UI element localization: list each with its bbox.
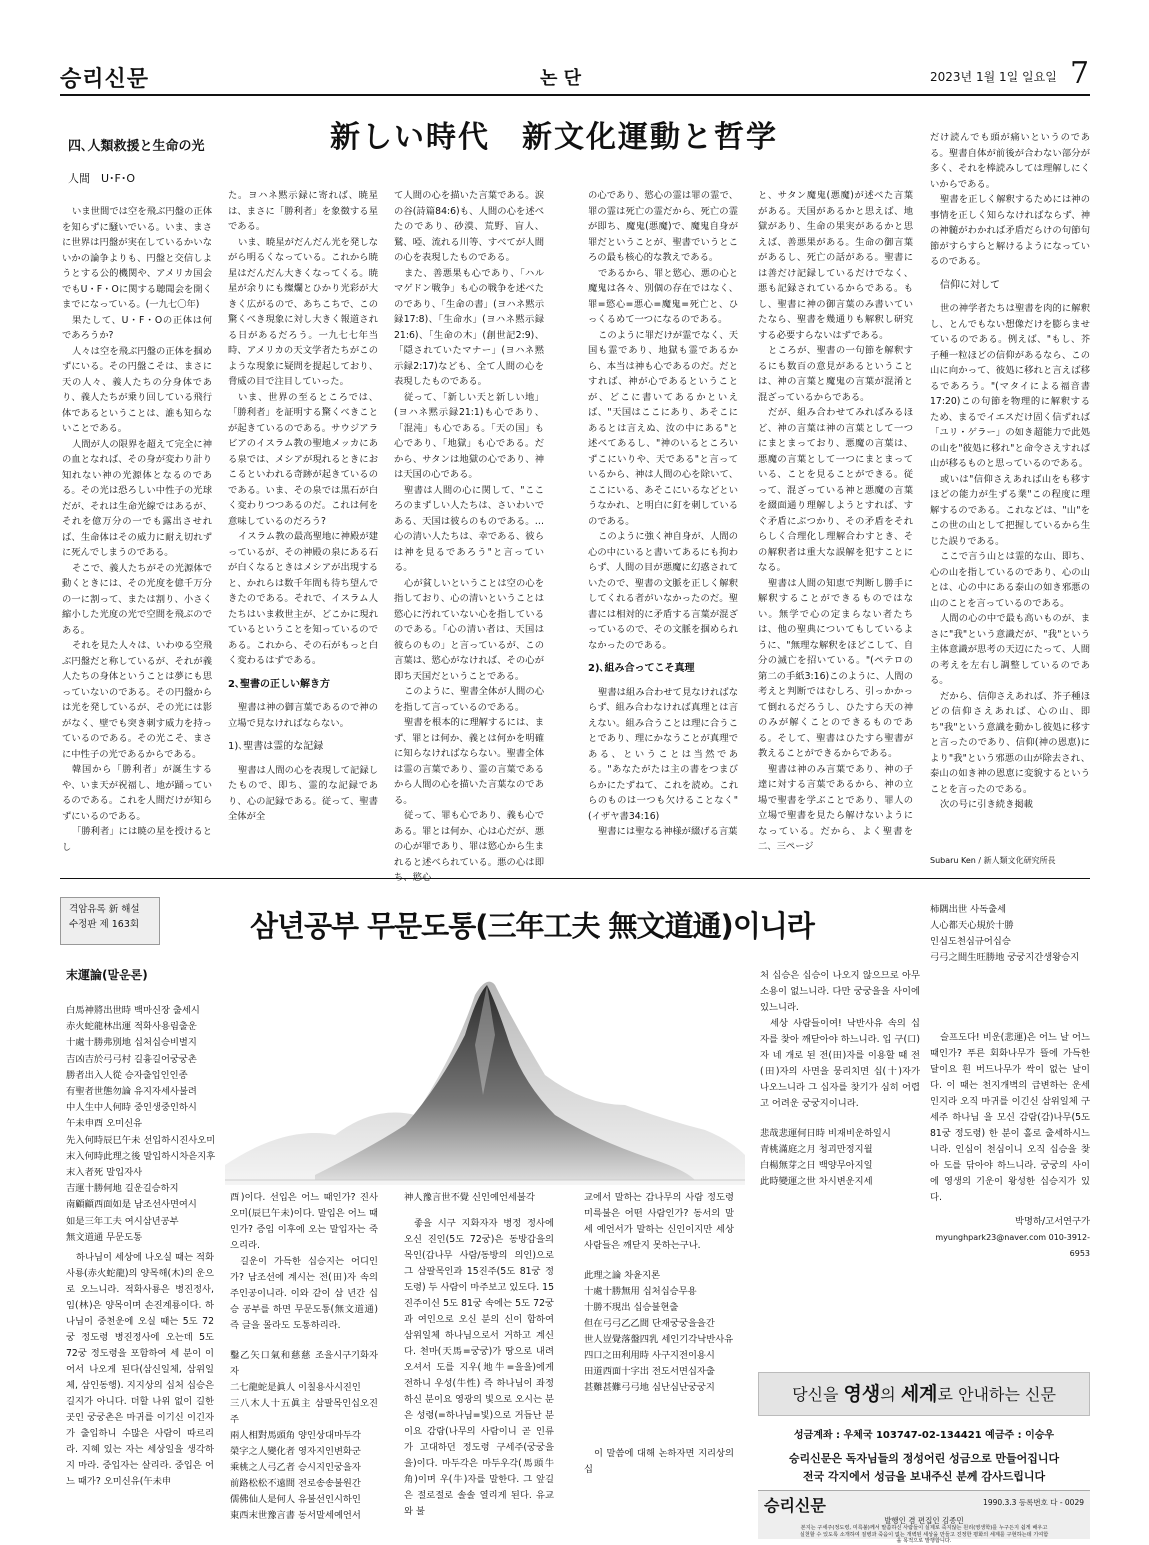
- kr-verse-block: [930, 902, 1079, 966]
- verse-line: 但在弓弓乙乙間 단재궁궁을을간: [584, 1318, 715, 1329]
- verse-line: 弓弓之間生旺勝地 궁궁지간생왕승지: [930, 952, 1080, 963]
- article-subhead: 四､人類救援と生命の光: [68, 139, 205, 154]
- paragraph: 人間が人の限界を超えて完全に神の血となれば、その身が変わり計り知れない神の光源体となるのである。その光は恐ろしい中性子の光球だが、それは生命光線ではあるが、それを億万分の一でも露出させれば、生命体はその威力に耐え切れずに死んでしまうのである。: [62, 438, 212, 558]
- verse-line: 四口之田利用時 사구지전이용시: [584, 1350, 715, 1361]
- footer-description: 본지는 구세주(정도령, 미륵불)께서 말씀하신 사람들이 실제로 죽지않는 원리(영생학)를 누구든지 쉽게 배우고 실천할 수 있도록 소개하여 질병과 죽음이 없는 개벽된 세상을 만들고 진정한 평화의 세계를 구현하는데 기여함을 목적으로 발행합니다.: [799, 1525, 1049, 1544]
- paragraph: このように強く神自身が、人間の心の中にいると書いてあるにも拘わらず、人間の目が悪魔に幻惑されていたので、聖書の文脈を正しく解釈してくれる者がいなかったのだ。聖書には相対的に矛盾する言葉が混ざっているので、その文脈を掴められなかったのである。: [588, 531, 738, 651]
- paragraph: だが、組み合わせてみればみるほど、神の言葉は神の言葉として一つにまとまっており、悪魔の言葉は、悪魔の言葉として一つにまとまっている、ことを見ることができる。従って、混ざっている神と悪魔の言葉を綴面通り理解しようとすれば、すぐ矛盾にぶつかり、その矛盾をそれらしく合理化し理解合わすとき、その解釈者は重大な誤解を犯すことになる。: [758, 407, 913, 573]
- issue-date: 2023년 1월 1일 일요일: [930, 70, 1057, 84]
- verse-line: 인심도천심규어십승: [930, 936, 1011, 947]
- verse-line: 儒佛仙人是何人 유불선인시하인: [230, 1494, 361, 1505]
- donation-account: 성금계좌 : 우체국 103747-02-134421 예금주 : 이승우: [793, 1430, 1055, 1441]
- verse-line: 兩人相對馬頭角 양인상대마두각: [230, 1430, 361, 1441]
- verse-line: 此理之論 차윤지론: [584, 1270, 661, 1281]
- article-author: 人間 U･F･O: [68, 172, 136, 185]
- paragraph: 心が貧しいということは空の心を指しており、心の清いということは慾心に汚れていない心を指しているのである。「心の清い者は、天国は彼らのもの」と言っているが、この言葉は、慾心がなければ、その心が即ち天国だということである。: [394, 577, 544, 682]
- series-title: 격암유록 新 해설: [69, 904, 140, 915]
- banner-text: 당신을: [792, 1385, 839, 1404]
- verse-line: 無文道通 무문도통: [66, 1231, 143, 1243]
- article-column-4: [588, 188, 738, 878]
- article-column-2: [228, 188, 378, 878]
- paragraph: また、善悪果も心であり、「ハルマゲドン戦争」も心の戦争を述べたのであり、「生命の書」(ヨハネ黙示録17:8)、「生命水」(ヨハネ黙示録21:6)、「生命の木」(創世記2:9)、「隠されていたマナー」(ヨハネ黙示録2:17)なども、全て人間の心を表現したものである。: [394, 267, 544, 387]
- paragraph: 従って、「新しい天と新しい地」(ヨハネ黙示録21:1)も心であり、「混沌」も心である。「天の国」も心であり、「地獄」も心である。だから、サタンは地獄の心であり、神は天国の心である。: [394, 391, 544, 480]
- article-column-6: [930, 130, 1090, 852]
- banner-text: 영생: [843, 1383, 881, 1405]
- masthead: 승리신문: [60, 67, 150, 92]
- series-number: 수정판 제 163회: [69, 919, 140, 930]
- paragraph: イスラム教の最高聖地に神殿が建っているが、その神殿の泉にある石が白くなるときはメシアが出現すると、かれらは数千年間も待ち望んできたのである。それで、イスラム人たちはいま救世主が、どこかに現れているということを知っているのである。これから、その石がもっと白く変わるはずである。: [228, 531, 378, 666]
- paragraph: 聖書は神の御言葉であるので神の立場で見なければならない。: [228, 702, 378, 729]
- paragraph: 聖書は組み合わせて見なければならず、組み合わなければ真理とは言えない。組み合うことは理に合うことであり、理にかなうことが真理である、ということは当然である。"あなたがたは主の書をつまびらかにたずねて、これを読め。これらのものは一つも欠けることなく"(イザヤ書34:16): [588, 686, 738, 822]
- section-divider: [60, 878, 1090, 879]
- paragraph: 従って、罪も心であり、義も心である。罪とは何か、心は心だが、悪の心が罪であり、罪は慾心から生まれると述べられている。悪の心は即: [394, 810, 544, 868]
- paragraph: 좋을 시구 지화자자 병정 정사에 오신 진인(5도 72궁)은 동방갑을의 목인(갑나무 사람/동방의 의인)으로 그 삼팔목인과 15진주(5도 81궁 정도령) 두 사람이 마주보고 있도다. 15진주이신 5도 81궁 속에는 5도 72궁과 여인으로 오신 분의 신이 함하여 삼위일체 하나님으로서 거하고 계신다. 천마(天馬=궁궁)가 땅으로 내려오셔서 도를 지우(地牛=을을)에게 전하니 우성(牛性) 즉 하나님이 좌정하신 분이요 영광의 빛으로 오시는 분은 성령(=하나님=빛)으로 거듭난 분이요 감람(나무의 사람이니 곧 인류가 고대하던 정도령 구세주(궁궁을을)이다. 마두각은 마두우각(馬頭牛角)이며 우(牛)자를 말한다. 그 앞길은 절로절로 솔솔 열리게 된다. 유교와 불: [404, 1218, 554, 1517]
- verse-line: 榮字之人變化者 영자지인변화군: [230, 1446, 361, 1457]
- verse-line: 柿隅出世 사독출세: [930, 904, 1007, 915]
- donation-line-1: 승리신문은 독자님들의 정성어린 성금으로 만들어집니다: [788, 1452, 1060, 1465]
- paragraph: ところが、聖書の一句節を解釈するにも数百の意見があるということは、神の言葉と魔鬼の言葉が混淆と混ざっているからである。: [758, 345, 913, 403]
- verse-line: 有聖者世態勿論 유지자세사불려: [66, 1086, 197, 1098]
- kr-column-6: [930, 1030, 1090, 1258]
- paragraph: 하나님이 세상에 나오실 때는 적화사룡(赤火蛇龍)의 양목해(木)의 운으로 오느니라. 적화사룡은 병진정사, 임(林)은 양목이며 손진계룡이다. 하나님이 중천운에 오실 때는 5도 72궁 정도령 병진정사에 오는데 5도 72궁 정도령을 포함하여 세 분이 이어서 나오게 된다(삼신일체, 삼위일체, 삼인동행). 지지상의 십처 십승은 길지가 아니다. 더할 나위 없이 길한 곳인 궁궁촌은 마귀를 이기신 이긴자가 출입하니 수많은 사람이 따르리라. 지혜 있는 자는 세상일을 생각하지 마라. 중입자는 살리라. 중입은 어느 때가? 오미신유(午未申: [66, 1252, 214, 1487]
- verse-line: 十處十勝無用 십처십승무용: [584, 1286, 697, 1297]
- kr-contact: myunghpark23@naver.com 010-3912-6953: [935, 1233, 1090, 1258]
- verse-line: 世人豈覺落盤四乳 세인기각낙반사유: [584, 1334, 734, 1345]
- verse-line: 乘桃之人弓乙者 승시지인궁을자: [230, 1462, 361, 1473]
- paragraph: て人間の心を描いた言葉である。涙の谷(詩篇84:6)も、人間の心を述べたのであり、砂漠、荒野、盲人、鷲、啞、流れる川等、すべてが人間の心を表現したものである。: [394, 190, 544, 263]
- paragraph: 聖書は神のみ言葉であり、神の子達に対する言葉であるから、神の立場で聖書を学ぶことであり、罪人の立場で聖書を見たら解けないようになっている。だから、よく聖書を二、三ページ: [758, 763, 913, 852]
- kr-column-3: [404, 1190, 554, 1535]
- paragraph: そこで、義人たちがその光源体で動くときには、その光度を億千万分の一に割って、または割り、小さく縮小した光度の光で空間を飛ぶのである。: [62, 562, 212, 636]
- paragraph: 聖書を根本的に理解するには、まず、罪とは何か、義とは何かを明確に知らなければならない。聖書全体は霊の言葉であり、霊の言葉であるから人間の心を描いた言葉なのである。: [394, 717, 544, 806]
- paragraph: 길운이 가득한 십승지는 어디인가? 남조선에 계시는 전(田)자 속의 주인공이니라. 이와 같이 삼 년간 십승 공부를 하면 무문도통(無文道通) 즉 글을 몰라도 도통하리라.: [230, 1256, 378, 1331]
- paragraph: 세상 사람들이여! 낙반사유 속의 십자를 찾아 깨닫아야 하느니라. 입 구(口)자 네 개로 된 전(田)자를 이용할 때 전(田)자의 사면을 뭉리치면 십(十)자가 나오느니라 그 십자를 찾기가 심히 어렵고 어려운 궁궁지이니라.: [760, 1018, 921, 1109]
- footer-box: [758, 1490, 1090, 1544]
- verse-line: 鑿乙矢口氣和慈慈 조을시구기화자자: [230, 1350, 378, 1377]
- paragraph: 「勝利者」には暁の星を授けるとし: [62, 826, 212, 853]
- kr-column-1: [66, 1250, 214, 1535]
- verse-line: 悲哉悲運何日時 비재비운하일시: [760, 1128, 891, 1139]
- kr-column-5: [760, 968, 920, 1218]
- paragraph: 聖書は人間の心を表現して記録したもので、即ち、霊的な記録であり、心の記録である。従って、聖書全体が全: [228, 764, 378, 822]
- paragraph: 韓国から「勝利者」が誕生するや、いま天が祝福し、地が踊っているのである。これを人間だけが知らずにいるのである。: [62, 764, 212, 822]
- paragraph: 酉)이다. 선입은 어느 때인가? 진사오미(辰巳午未)이다. 말입은 어느 때인가? 증임 이후에 오는 말입자는 죽으리라.: [230, 1192, 378, 1251]
- verse-line: 二七龍蛇是眞人 이칠용사시진인: [230, 1382, 361, 1393]
- paragraph: であるから、罪と慾心、悪の心と魔鬼は各々、別個の存在ではなく、罪=慾心=悪心=魔鬼=死亡と、ひっくるめて一つになるのである。: [588, 267, 738, 325]
- paragraph: 聖書は人間の心に関して、"こころのまずしい人たちは、さいわいである、天国は彼らのものである。…心の清い人たちは、幸である、彼らは神を見るであろう"と言っている。: [394, 484, 544, 573]
- paragraph: いま、暁星がだんだん光を発しながら明るくなっている。これから暁星はだんだん大きくなってくる。暁星が余りにも燦爛とひかり光彩が大きく広がるので、あちこちで、この驚くべき現象に対し大きく報道される日があるだろう。一九七七年当時、アメリカの天文学者たちがこのような現象に疑問を提起しており、脅威の目で注目していった。: [228, 236, 378, 387]
- banner-text: 의: [880, 1385, 896, 1404]
- paragraph: 果たして、U・F・Oの正体は何であろうか?: [62, 314, 212, 341]
- article-column-3: [394, 188, 544, 878]
- paragraph: 聖書を正しく解釈するためには神の事情を正しく知らなければならず、神の神髄がわかれば矛盾だらけの句節句節がすらすらと解けるようになっているのである。: [930, 194, 1090, 267]
- mountain-illustration: [225, 955, 745, 1185]
- paragraph: このように、聖書全体が人間の心を指して言っているのである。: [394, 686, 544, 713]
- banner-text: 로 안내하는 신문: [937, 1385, 1056, 1404]
- verse-line: 末入者死 말입자사: [66, 1167, 143, 1179]
- paragraph: 처 십승은 십승이 나오지 않으므로 아무 소용이 없느니라. 다만 궁궁을을 사이에 있느니라.: [760, 970, 920, 1013]
- verse-line: 東西末世豫言書 동서말세예언서: [230, 1510, 361, 1521]
- verse-line: 南顧顧西面如是 남조선사면여시: [66, 1199, 197, 1211]
- verse-line: 十處十勝弗別地 십처십승비별지: [66, 1037, 197, 1049]
- verse-line: 甚難甚難弓弓地 심난심난궁궁지: [584, 1382, 715, 1393]
- section-heading: 1)､聖書は霊的な記録: [228, 741, 324, 752]
- paragraph: 聖書は人間の知恵で判断し勝手に解釈することができるものではない。無学で心の定まらない者たちは、他の聖典についてもしているように、"無理な解釈をほどこして、自分の滅亡を招いている。"(ペテロの第二の手紙3:16)このように、人間の考えと判断ではむしろ、引っかかって倒れるだろうし、ひたすら天の神のみが解くことのできるものである。そして、聖書はひたすら聖書が教えることができるからである。: [758, 577, 913, 759]
- paragraph: 슬프도다! 비운(悲運)은 어느 날 어느 때인가? 푸른 회화나무가 뜰에 가득한 달이요 흰 버드나무가 싹이 없는 날이다. 이 때는 천지개벽의 급변하는 운세인지라 오직 마귀를 이긴신 삼위일체 구세주 하나님 을 모신 감람(감)나무(5도 81궁 정도령) 한 분이 홀로 출세하시느니라. 인심이 천심이니 오직 십승을 찾아 도를 닦아야 하느니라. 궁궁의 사이에 영생의 기운이 왕성한 십승지가 있다.: [930, 1032, 1090, 1203]
- article-column-5: [758, 188, 913, 878]
- footer-publisher: 발행인 겸 편집인 김종민: [884, 1516, 964, 1525]
- verse-line: 前路松松不遠間 전로송송불원간: [230, 1478, 361, 1489]
- verse-line: 十勝不現出 십승불현출: [584, 1302, 679, 1313]
- kr-column-2: [230, 1190, 378, 1535]
- kr-column-4: [584, 1190, 734, 1535]
- paragraph: それを見た人々は、いわゆる空飛ぶ円盤だと称しているが、それが義人たちの身体ということは夢にも思っていないのである。その円盤からは光を発しているが、その光には影がなく、壁でも突き刺す威力を持っているのである。その光こそ、まさに中性子の光であるからである。: [62, 640, 212, 760]
- paragraph: 교에서 말하는 감나무의 사람 정도령 미륵불은 어떤 사람인가? 동서의 말세 예언서가 말하는 신인이지만 세상 사람들은 깨닫지 못하는구나.: [584, 1192, 734, 1251]
- kr-verse-list: [66, 1003, 215, 1246]
- paragraph: 이 말씀에 대해 논하자면 지리상의 십: [584, 1448, 734, 1475]
- verse-line: 赤火蛇龍林出運 적화사용림출운: [66, 1021, 197, 1033]
- paragraph: だけ読んでも頭が痛いというのである。聖書自体が前後が合わない部分が多く、それを棒読みしては理解しにくいからである。: [930, 132, 1090, 190]
- paragraph: た。ヨハネ黙示録に寄れば、暁星は、まさに「勝利者」を象徴する星である。: [228, 190, 378, 232]
- paragraph: 人間の心の中で最も高いものが、まさに"我"という意識だが、"我"という主体意識が思考の天辺にたって、人間の考えを左右し調整しているのである。: [930, 613, 1090, 686]
- verse-line: 三八木人十五眞主 삼팔목인십오진주: [230, 1398, 378, 1425]
- verse-line: 此時變運之世 차시변운지세: [760, 1176, 873, 1187]
- verse-line: 白馬神將出世時 백마신장 출세시: [66, 1005, 200, 1016]
- verse-line: 神人豫言世不覺 신인예언세불각: [404, 1192, 535, 1203]
- paragraph: いま、世界の至るところでは、「勝利者」を証明する驚くべきことが起きているのである。サウジアラビアのイスラム教の聖地メッカにある泉では、メシアが現れるときにおこるといわれる奇跡が起きているのである。いま、その泉では黒石が白く変わりつつあるのだ。これは何を意味しているのだろう?: [228, 391, 378, 527]
- paragraph: 或いは"信仰さえあれば山をも移すほどの能力が生ずる業"この程度に理解するのである。これなどは、"山"をこの世の山として把握しているから生じた誤りである。: [930, 473, 1090, 547]
- banner-text: 세계: [900, 1383, 938, 1405]
- verse-line: 青桃滿庭之月 청괴만정지월: [760, 1144, 873, 1155]
- article-column-1: [62, 204, 212, 879]
- paragraph: ここで言う山とは霊的な山、即ち、心の山を指しているのであり、心の山とは、心の中にある泰山の如き邪悪の山のことを言っているのである。: [930, 551, 1090, 609]
- verse-line: 吉凶吉於弓弓村 길흉길어궁궁촌: [66, 1053, 197, 1065]
- kr-author: 박명하/고서연구가: [1015, 1216, 1090, 1227]
- verse-line: 午未申酉 오미신유: [66, 1118, 143, 1130]
- article-title: 新しい時代 新文化運動と哲学: [330, 120, 778, 155]
- header-rule: [60, 94, 1090, 96]
- verse-line: 田道西面十字出 전도서면십자출: [584, 1366, 715, 1377]
- paragraph: このように罪だけが霊でなく、天国も霊であり、地獄も霊であるから、本当は神も心であるのだ。だとすれば、神が心であるということが、どこに書いてあるかといえば、"天国はここにあり、あそこにあるとは言えぬ、汝の中にある"と述べてあるし、"神のいるところいずこにいりや、天である"と言っているから、神は人間の心を除いて、ここにいる、あそこにいるなどというなかれ、と明白に釘を刺しているのである。: [588, 329, 738, 527]
- paragraph: 次の号に引き続き掲載: [940, 799, 1033, 810]
- paragraph: いま世間では空を飛ぶ円盤の正体を知らずに騒いでいる。いま、まさに世界は円盤が実在しているかいないかの論争よりも、円盤と交信しようとする公的機関や、アメリカ国会でもU・F・Oに関する聴聞会を開くまでになっている。(一九七〇年): [62, 206, 212, 310]
- section-heading: 2､聖書の正しい解き方: [228, 678, 330, 690]
- article-byline: Subaru Ken / 新人類文化研究所長: [930, 856, 1056, 865]
- section-title: 논 단: [540, 68, 582, 89]
- paragraph: 聖書には聖なる神様が綴げる言葉: [598, 826, 738, 837]
- verse-line: 先入何時辰巳午未 선입하시진사오미: [66, 1134, 216, 1146]
- verse-line: 人心都天心規於十勝: [930, 920, 1014, 931]
- paragraph: 世の神学者たちは聖書を肉的に解釈し、とんでもない想像だけを膨らませているのである。例えば、"もし、芥子種一粒ほどの信仰があるなら、この山に向かって、彼処に移れと言えば移るであろう。"(マタイによる福音書17:20)この句節を物理的に解釈するため、まるでイエスだけ固く信ずれば「ユリ・ゲラー」の如き超能力で此処の山を"彼処に移れ"と命令さえすれば山が移るものと思っているのである。: [930, 303, 1090, 469]
- verse-line: 白楊無芽之日 백양무아지일: [760, 1160, 873, 1171]
- footer-registration: 1990.3.3 등록번호 다 - 0029: [983, 1498, 1084, 1507]
- paragraph: だから、信仰さえあれば、芥子種ほどの信仰さえあれば、心の山、即ち"我"という意識を動かし彼処に移すと言ったのであり、信仰(神の恩恵)により"我"という邪悪の山が除去され、泰山の如き神の恩恵に変貌するということを言ったのである。: [930, 690, 1090, 795]
- kr-article-title: 삼년공부 무문도통(三年工夫 無文道通)이니라: [250, 909, 814, 943]
- paragraph: 人々は空を飛ぶ円盤の正体を掴めずにいる。その円盤こそは、まさに天の人々、義人たちの分身体であり、義人たちが乗り回している飛行体であるということは、誰も知らないことである。: [62, 345, 212, 434]
- kr-subhead: 末運論(말운론): [66, 968, 148, 982]
- series-label: [60, 897, 160, 945]
- verse-line: 如是三年工夫 여시삼년공부: [66, 1215, 179, 1227]
- paragraph: と、サタン魔鬼(悪魔)が述べた言葉がある。天国があるかと思えば、地獄があり、生命の果実があるかと思えば、善悪果がある。生命の御言葉があるし、死亡の話がある。聖書には善だけ記録しているだけでなく、悪も記録されているからである。もし、聖書に神の御言葉のみ書いていたなら、聖書を幾通りも解釈し研究する必要すらないはずである。: [758, 190, 913, 341]
- donation-ad-banner: [758, 1372, 1090, 1416]
- page-number: 7: [1070, 56, 1090, 91]
- verse-line: 吉運十勝何地 길운길승하지: [66, 1183, 179, 1195]
- verse-line: 末入何時此理之後 말입하시차읃지후: [66, 1150, 216, 1162]
- footer-masthead: 승리신문: [764, 1496, 826, 1515]
- paragraph: の心であり、慾心の霊は罪の霊で、罪の霊は死亡の霊だから、死亡の霊が即ち、魔鬼(悪魔)で、魔鬼自身が罪だということが、聖書でいうところの最も核心的な教えである。: [588, 190, 738, 263]
- verse-line: 勝者出入人從 승자출입인인종: [66, 1069, 188, 1081]
- verse-line: 中人生中人何時 중인생중인하시: [66, 1102, 197, 1114]
- section-heading: 2)､組み合ってこそ真理: [588, 663, 695, 674]
- donation-line-2: 전국 각지에서 성금을 보내주신 분께 감사드립니다: [802, 1470, 1046, 1483]
- section-heading: 信仰に対して: [940, 279, 1000, 291]
